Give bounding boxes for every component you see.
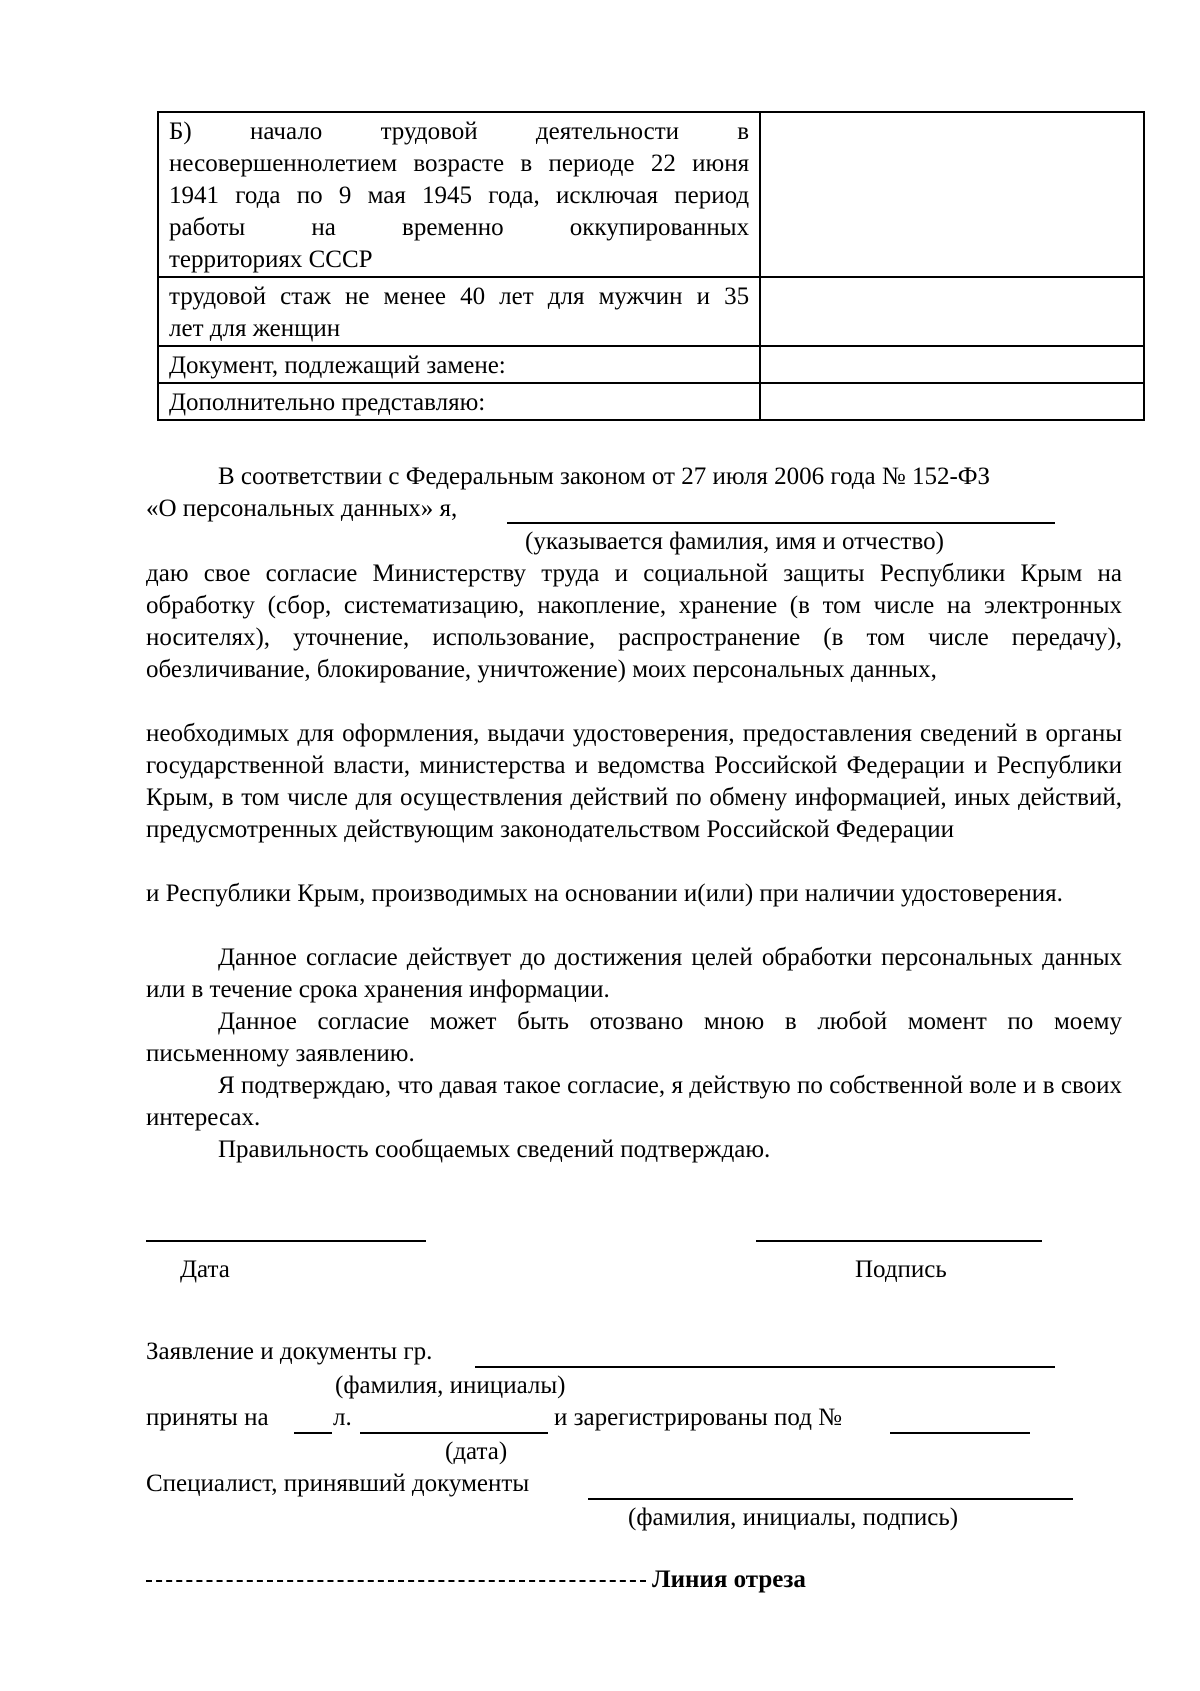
specialist-label: Специалист, принявший документы: [146, 1470, 530, 1497]
table-cell-line: трудовой стаж не менее 40 лет для мужчин и 35: [169, 283, 750, 310]
cut-line: [146, 1580, 646, 1582]
date-label: Дата: [180, 1256, 230, 1283]
table-cell-line: несовершеннолетием возрасте в периоде 22 июня: [169, 150, 750, 177]
applicant-underline: [475, 1366, 1055, 1368]
pages-underline: [294, 1432, 332, 1434]
table-cell-line: 1941 года по 9 мая 1945 года, исключая период: [169, 182, 750, 209]
table-cell-condition: [158, 112, 760, 277]
consent-intro-line1: В соответствии с Федеральным законом от 27 июля 2006 года № 152-ФЗ: [218, 463, 991, 490]
consent-intro-line2: «О персональных данных» я,: [146, 495, 458, 522]
cut-line-label: Линия отреза: [652, 1566, 806, 1593]
registration-number-underline: [890, 1432, 1030, 1434]
table-row: [158, 112, 1144, 277]
table-cell-condition: [158, 346, 760, 383]
table-cell-value: [760, 346, 1144, 383]
receipt-applicant-label: Заявление и документы гр.: [146, 1338, 433, 1365]
consent-paragraph: и Республики Крым, производимых на основании и(или) при наличии удостоверения.: [146, 880, 1063, 907]
table-cell-line: территориях СССР: [169, 246, 373, 273]
consent-paragraph: Данное согласие может быть отозвано мною в любой момент по моему письменному заявлению.: [146, 1008, 1122, 1067]
receipt-accepted-label: приняты на: [146, 1404, 269, 1431]
pages-unit-label: л.: [333, 1404, 352, 1431]
signature-underline: [756, 1240, 1042, 1242]
fio-hint: (указывается фамилия, имя и отчество): [525, 528, 944, 555]
table-cell-condition: [158, 277, 760, 346]
registered-label: и зарегистрированы под №: [554, 1404, 843, 1431]
table-cell-condition: [158, 383, 760, 420]
consent-paragraph: необходимых для оформления, выдачи удостоверения, предоставления сведений в органы государственной власти, министерства и ведомства Российской Федерации и Республики Крым, в том числе для осуществления действий по обмену информацией, иных действий, предусмотренных действующим законодательством Российской Федерации: [146, 720, 1122, 843]
date-received-underline: [360, 1432, 548, 1434]
fio-underline: [507, 522, 1055, 524]
specialist-underline: [588, 1498, 1073, 1500]
consent-paragraph: Правильность сообщаемых сведений подтверждаю.: [218, 1136, 771, 1163]
table-cell-line: лет для женщин: [169, 315, 341, 342]
date-hint: (дата): [445, 1438, 508, 1465]
date-underline: [146, 1240, 426, 1242]
specialist-hint: (фамилия, инициалы, подпись): [628, 1504, 959, 1531]
conditions-table: [157, 111, 1145, 421]
consent-paragraph: Данное согласие действует до достижения целей обработки персональных данных или в течение срока хранения информации.: [146, 944, 1122, 1003]
table-cell-value: [760, 383, 1144, 420]
applicant-hint: (фамилия, инициалы): [335, 1372, 566, 1399]
table-cell-line: работы на временно оккупированных: [169, 214, 750, 241]
table-cell-line: Б) начало трудовой деятельности в: [169, 118, 750, 145]
table-cell-value: [760, 112, 1144, 277]
table-cell-line: Документ, подлежащий замене:: [169, 352, 506, 379]
table-row: [158, 383, 1144, 420]
consent-paragraph: даю свое согласие Министерству труда и социальной защиты Республики Крым на обработку (сбор, систематизацию, накопление, хранение (в том числе на электронных носителях), уточнение, использование, распространение (в том числе передачу), обезличивание, блокирование, уничтожение) моих персональных данных,: [146, 560, 1122, 683]
table-row: [158, 277, 1144, 346]
table-row: [158, 346, 1144, 383]
table-cell-line: Дополнительно представляю:: [169, 389, 486, 416]
signature-label: Подпись: [855, 1256, 947, 1283]
consent-paragraph: Я подтверждаю, что давая такое согласие, я действую по собственной воле и в своих интересах.: [146, 1072, 1122, 1131]
table-cell-value: [760, 277, 1144, 346]
